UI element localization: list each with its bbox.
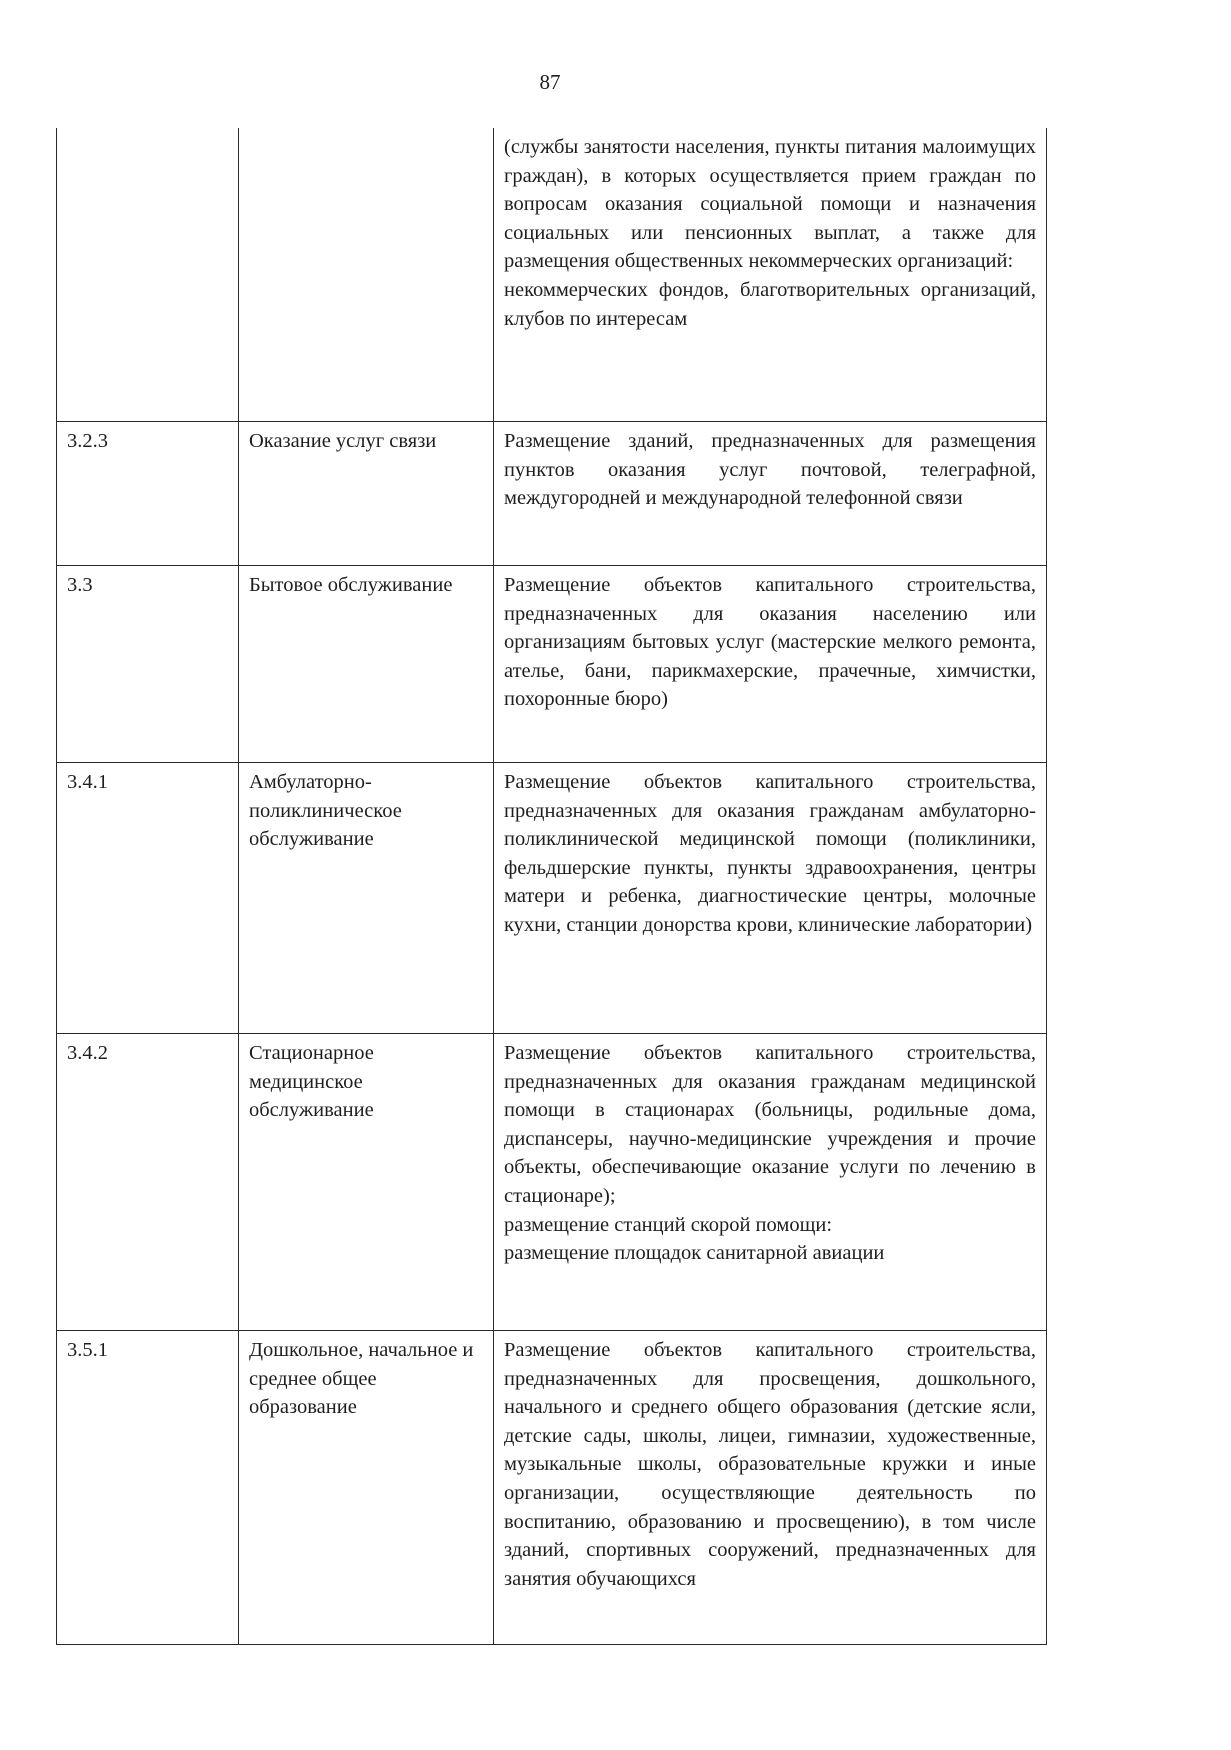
row-name: Бытовое обслуживание [239,566,494,763]
row-description [494,763,1047,1034]
land-use-table [56,128,1047,1645]
row-code [57,128,239,422]
table-row [57,1034,1047,1331]
table-row [57,422,1047,566]
table-row [57,1331,1047,1645]
row-name: Оказание услуг связи [239,422,494,566]
description-paragraph: Размещение зданий, предназначенных для размещения пунктов оказания услуг почтовой, телеграфной, междугородней и международной телефонной связи [504,430,1036,510]
row-description [494,1331,1047,1645]
row-description [494,128,1047,422]
row-name: Дошкольное, начальное и среднее общее образование [239,1331,494,1645]
description-paragraph: Размещение объектов капитального строительства, предназначенных для оказания гражданам амбулаторно-поликлинической медицинской помощи (поликлиники, фельдшерские пункты, пункты здравоохранения, центры матери и ребенка, диагностические центры, молочные кухни, станции донорства крови, клинические лаборатории) [504,771,1036,936]
description-paragraph: размещение станций скорой помощи: [504,1213,833,1236]
row-description [494,566,1047,763]
table-row [57,128,1047,422]
description-paragraph: Размещение объектов капитального строительства, предназначенных для оказания гражданам медицинской помощи в стационарах (больницы, родильные дома, диспансеры, научно-медицинские учреждения и прочие объекты, обеспечивающие оказание услуги по лечению в стационаре); [504,1042,1036,1207]
description-paragraph: Размещение объектов капитального строительства, предназначенных для просвещения, дошкольного, начального и среднего общего образования (детские ясли, детские сады, школы, лицеи, гимназии, художественные, музыкальные школы, образовательные кружки и иные организации, осуществляющие деятельность по воспитанию, образованию и просвещению), в том числе зданий, спортивных сооружений, предназначенных для занятия обучающихся [504,1339,1036,1590]
row-code: 3.3 [57,566,239,763]
row-code: 3.4.2 [57,1034,239,1331]
row-name: Стационарное медицинское обслуживание [239,1034,494,1331]
row-description [494,422,1047,566]
row-name: Амбулаторно-поликлиническое обслуживание [239,763,494,1034]
table-row [57,566,1047,763]
row-code: 3.2.3 [57,422,239,566]
description-paragraph: размещение площадок санитарной авиации [504,1242,885,1265]
row-code: 3.4.1 [57,763,239,1034]
row-name [239,128,494,422]
table-row [57,763,1047,1034]
row-description [494,1034,1047,1331]
row-code: 3.5.1 [57,1331,239,1645]
page-number: 87 [539,70,561,94]
description-paragraph: (службы занятости населения, пункты питания малоимущих граждан), в которых осуществляется прием граждан по вопросам оказания социальной помощи и назначения социальных или пенсионных выплат, а также для размещения общественных некоммерческих организаций: [504,136,1036,273]
description-paragraph: некоммерческих фондов, благотворительных организаций, клубов по интересам [504,278,1036,330]
description-paragraph: Размещение объектов капитального строительства, предназначенных для оказания населению или организациям бытовых услуг (мастерские мелкого ремонта, ателье, бани, парикмахерские, прачечные, химчистки, похоронные бюро) [504,574,1036,711]
